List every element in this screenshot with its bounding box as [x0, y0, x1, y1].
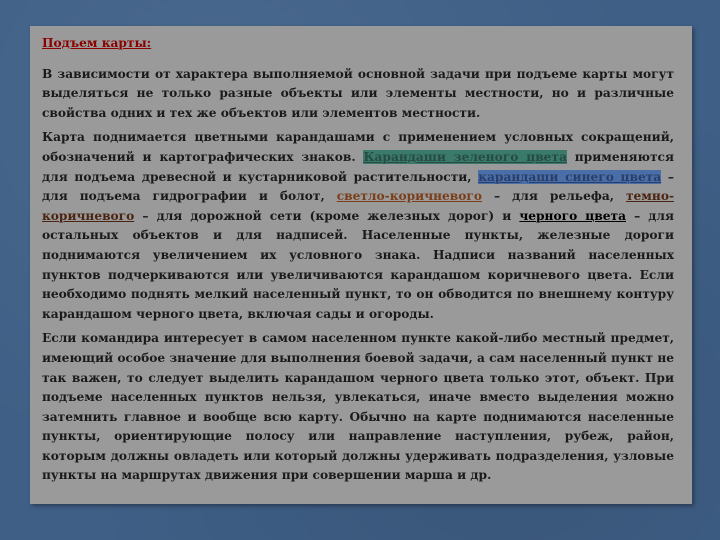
- black-color-label: черного цвета: [519, 208, 626, 223]
- paragraph-1: В зависимости от характера выполняемой основной задачи при подъеме карты могут выделяться не только разные объекты или элементы местности, но и различные свойства одних и тех же объектов или элементов местности.: [42, 66, 674, 120]
- paragraph-2: [42, 128, 674, 324]
- p2-text-6: – для остальных объектов и для надписей. Населенные пункты, железные дороги поднимаются увеличением их условного знака. Надписи названий населенных пунктов подчеркиваются или увеличиваются карандашом коричневого цвета. Если необходимо поднять мелкий населенный пункт, то он обводится по внешнему контуру карандашом черного цвета, включая сады и огороды.: [42, 208, 674, 321]
- green-pencil-label: Карандаши зеленого цвета: [363, 149, 567, 164]
- paragraph-3: Если командира интересует в самом населенном пункте какой-либо местный предмет, имеющий особое значение для выполнения боевой задачи, а сам населенный пункт не так важен, то следует выделить карандашом черного цвета только этот, объект. При подъеме населенных пунктов нельзя, увлекаться, иначе вместо выделения можно затемнить главное и вообще всю карту. Обычно на карте поднимаются населенные пункты, ориентирующие полосу или направление наступления, рубеж, район, которым должны овладеть или который должны удерживать подразделения, узловые пункты на маршрутах движения при совершении марша и др.: [42, 331, 674, 483]
- slide-content: [42, 34, 674, 491]
- p2-text-5: – для дорожной сети (кроме железных дорог) и: [134, 208, 520, 223]
- p2-text-4: – для рельефа,: [482, 189, 626, 204]
- dark-brown-label: темно-коричневого: [42, 189, 675, 223]
- light-brown-label: светло-коричневого: [336, 189, 482, 204]
- p2-text-3: – для подъема гидрографии и болот,: [42, 169, 674, 204]
- slide-title: Подъем карты:: [42, 36, 152, 50]
- p2-text-2: применяются для подъема древесной и кустарниковой растительности,: [42, 149, 674, 184]
- blue-pencil-label: карандаши синего цвета: [478, 169, 662, 184]
- p2-text-1: Карта поднимается цветными карандашами с применением условных сокращений, обозначений и картографических знаков.: [42, 130, 674, 164]
